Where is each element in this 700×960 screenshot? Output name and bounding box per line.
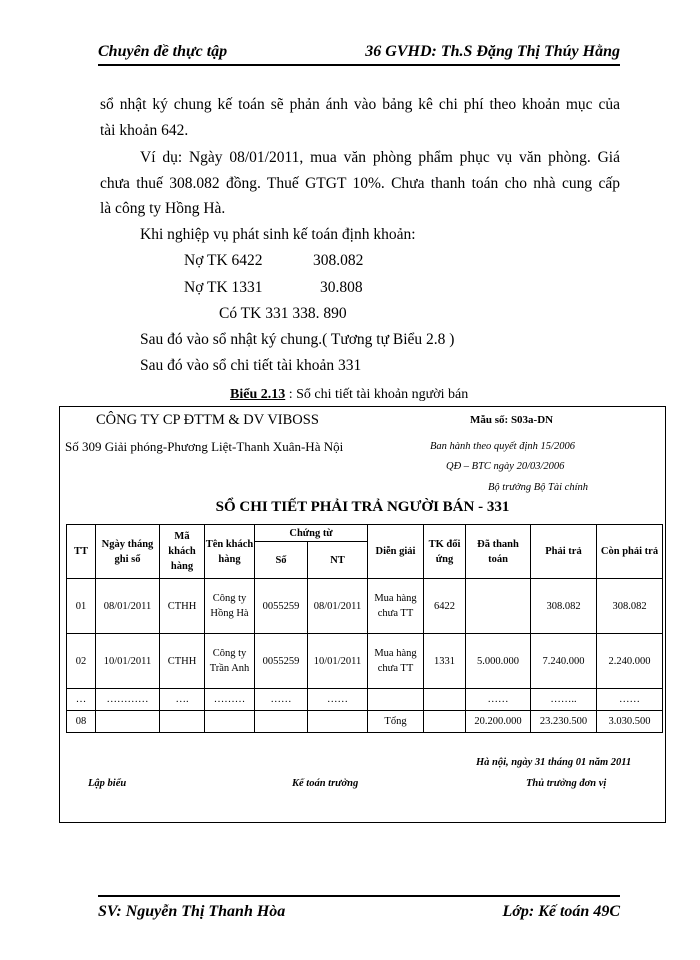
cell-voucher-date	[308, 711, 368, 733]
cell-voucher-no: 0055259	[255, 579, 308, 634]
col-payable: Phải trả	[531, 525, 597, 579]
cell-voucher-no: 0055259	[255, 634, 308, 689]
cell-account	[424, 711, 466, 733]
page-footer	[98, 895, 620, 923]
cell-remaining: 308.082	[597, 579, 663, 634]
entry2-label: Nợ TK 1331	[184, 279, 263, 296]
ledger-title: SỔ CHI TIẾT PHẢI TRẢ NGƯỜI BÁN - 331	[215, 499, 510, 515]
cell-code: ….	[160, 689, 205, 711]
table-row-total	[67, 711, 663, 733]
cell-name: Công ty Hồng Hà	[205, 579, 255, 634]
cell-description: Mua hàng chưa TT	[368, 634, 424, 689]
footer-right: Lớp: Kế toán 49C	[502, 903, 620, 920]
col-voucher-date: NT	[308, 542, 368, 579]
col-customer-name: Tên khách hàng	[205, 525, 255, 579]
cell-voucher-no: ……	[255, 689, 308, 711]
table-row	[67, 634, 663, 689]
cell-account	[424, 689, 466, 711]
cell-code: CTHH	[160, 634, 205, 689]
regulation-line1: Ban hành theo quyết định 15/2006	[430, 441, 575, 452]
cell-payable: 308.082	[531, 579, 597, 634]
form-code: Mẫu số: S03a-DN	[470, 414, 554, 426]
col-voucher-no: Số	[255, 542, 308, 579]
cell-date	[96, 711, 160, 733]
signer-head-of-unit: Thủ trưởng đơn vị	[526, 778, 607, 789]
col-date: Ngày tháng ghi sổ	[96, 525, 160, 579]
table-row	[67, 689, 663, 711]
para4: Sau đó vào sổ nhật ký chung.( Tương tự Biểu 2.8 )	[140, 331, 455, 348]
regulation-line3: Bộ trưởng Bộ Tài chính	[488, 482, 588, 493]
company-name: CÔNG TY CP ĐTTM & DV VIBOSS	[96, 412, 319, 428]
cell-voucher-date: 08/01/2011	[308, 579, 368, 634]
date-line: Hà nội, ngày 31 tháng 01 năm 2011	[476, 757, 632, 768]
cell-tt: 08	[67, 711, 96, 733]
col-paid: Đã thanh toán	[466, 525, 531, 579]
col-tt: TT	[67, 525, 96, 579]
cell-date: …………	[96, 689, 160, 711]
cell-payable: 23.230.500	[531, 711, 597, 733]
cell-remaining: 2.240.000	[597, 634, 663, 689]
cell-remaining: 3.030.500	[597, 711, 663, 733]
cell-code	[160, 711, 205, 733]
cell-description	[368, 689, 424, 711]
signer-prepared-by: Lập biểu	[88, 778, 127, 789]
para3: Khi nghiệp vụ phát sinh kế toán định khoản:	[140, 226, 416, 243]
cell-account: 6422	[424, 579, 466, 634]
cell-tt: …	[67, 689, 96, 711]
header-left: Chuyên đề thực tập	[98, 43, 228, 60]
ledger-table	[66, 524, 663, 733]
cell-tt: 01	[67, 579, 96, 634]
para2-line2: chưa thuế 308.082 đồng. Thuế GTGT 10%. Chưa thanh toán cho nhà cung cấp	[100, 175, 620, 192]
cell-voucher-date: 10/01/2011	[308, 634, 368, 689]
cell-date: 08/01/2011	[96, 579, 160, 634]
table-row	[67, 579, 663, 634]
cell-paid: ……	[466, 689, 531, 711]
col-customer-code: Mã khách hàng	[160, 525, 205, 579]
cell-account: 1331	[424, 634, 466, 689]
cell-paid	[466, 579, 531, 634]
cell-name: Công ty Trần Anh	[205, 634, 255, 689]
para2-line3: là công ty Hồng Hà.	[100, 200, 226, 217]
cell-description: Mua hàng chưa TT	[368, 579, 424, 634]
para1-line1: sổ nhật ký chung kế toán sẽ phản ánh vào bảng kê chi phí theo khoản mục của	[100, 96, 620, 113]
footer-left: SV: Nguyễn Thị Thanh Hòa	[98, 903, 286, 920]
cell-voucher-no	[255, 711, 308, 733]
company-address: Số 309 Giải phóng-Phương Liệt-Thanh Xuân-Hà Nội	[65, 439, 344, 454]
cell-paid: 20.200.000	[466, 711, 531, 733]
caption-label: Biểu 2.13	[230, 387, 286, 402]
cell-description: Tổng	[368, 711, 424, 733]
caption-text: : Sổ chi tiết tài khoản người bán	[285, 387, 469, 402]
cell-date: 10/01/2011	[96, 634, 160, 689]
cell-name: ………	[205, 689, 255, 711]
signer-chief-accountant: Kế toán trưởng	[292, 778, 359, 789]
cell-code: CTHH	[160, 579, 205, 634]
entry3: Có TK 331 338. 890	[219, 305, 347, 322]
col-voucher: Chứng từ	[255, 525, 368, 542]
col-description: Diễn giải	[368, 525, 424, 579]
regulation-line2: QĐ – BTC ngày 20/03/2006	[446, 461, 565, 472]
cell-voucher-date: ……	[308, 689, 368, 711]
header-right: 36 GVHD: Th.S Đặng Thị Thúy Hằng	[365, 43, 620, 60]
entry1-amount: 308.082	[313, 252, 364, 269]
cell-payable: 7.240.000	[531, 634, 597, 689]
cell-tt: 02	[67, 634, 96, 689]
cell-payable: ……..	[531, 689, 597, 711]
para1-line2: tài khoản 642.	[100, 122, 189, 139]
entry2-amount: 30.808	[320, 279, 363, 296]
figure-caption	[230, 387, 468, 403]
page-header	[98, 40, 620, 66]
para5: Sau đó vào sổ chi tiết tài khoản 331	[140, 357, 362, 374]
cell-paid: 5.000.000	[466, 634, 531, 689]
entry1-label: Nợ TK 6422	[184, 252, 263, 269]
cell-name	[205, 711, 255, 733]
col-remaining: Còn phải trả	[597, 525, 663, 579]
cell-remaining: ……	[597, 689, 663, 711]
para2-line1: Ví dụ: Ngày 08/01/2011, mua văn phòng phẩm phục vụ văn phòng. Giá	[140, 149, 620, 166]
col-contra-account: TK đối ứng	[424, 525, 466, 579]
